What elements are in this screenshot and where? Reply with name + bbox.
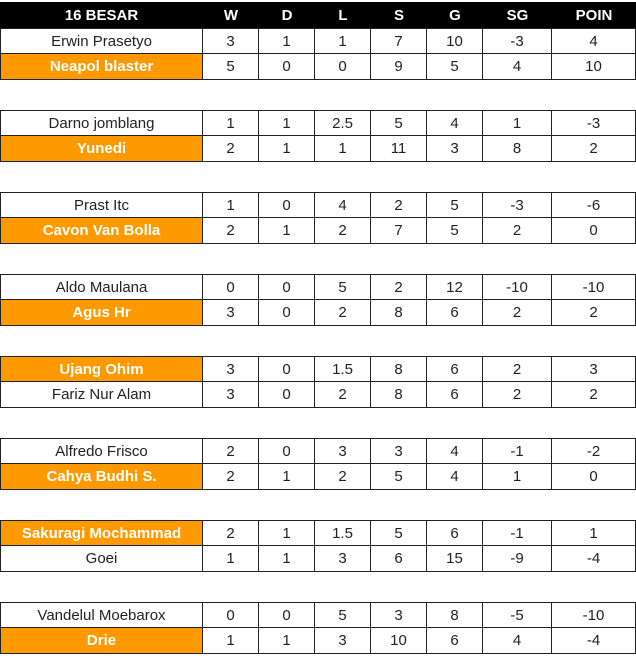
cell-name[interactable]: Agus Hr [0, 300, 203, 326]
cell-d[interactable]: 1 [259, 520, 315, 546]
cell-l[interactable]: 5 [315, 274, 371, 300]
header-cell-group[interactable]: 16 BESAR [64, 6, 139, 24]
cell-l[interactable]: 2 [315, 218, 371, 244]
cell-g[interactable]: 6 [427, 300, 483, 326]
cell-g[interactable]: 3 [427, 136, 483, 162]
cell-s[interactable]: 8 [371, 300, 427, 326]
cell-w[interactable]: 1 [203, 628, 259, 654]
cell-d[interactable]: 1 [259, 546, 315, 572]
cell-w[interactable]: 3 [203, 300, 259, 326]
cell-l[interactable]: 1 [315, 136, 371, 162]
cell-w[interactable]: 3 [203, 28, 259, 54]
cell-g[interactable]: 10 [427, 28, 483, 54]
cell-name[interactable]: Alfredo Frisco [0, 438, 203, 464]
cell-s[interactable]: 5 [371, 520, 427, 546]
cell-name[interactable]: Sakuragi Mochammad [0, 520, 203, 546]
cell-d[interactable]: 0 [259, 356, 315, 382]
cell-w[interactable]: 1 [203, 192, 259, 218]
header-cell-w[interactable]: W [223, 6, 239, 24]
cell-l[interactable]: 2 [315, 464, 371, 490]
cell-poin[interactable]: 4 [552, 28, 636, 54]
cell-sg[interactable]: -3 [483, 28, 552, 54]
cell-d[interactable]: 0 [259, 54, 315, 80]
cell-d[interactable]: 1 [259, 218, 315, 244]
cell-l[interactable]: 3 [315, 546, 371, 572]
header-cell-l[interactable]: L [338, 6, 348, 24]
table-row [0, 438, 636, 464]
header-cell-sg[interactable]: SG [506, 6, 529, 24]
cell-name[interactable]: Neapol blaster [0, 54, 203, 80]
cell-poin[interactable]: 3 [552, 356, 636, 382]
cell-sg[interactable]: 2 [483, 218, 552, 244]
cell-name[interactable]: Fariz Nur Alam [0, 382, 203, 408]
cell-poin[interactable]: 1 [552, 520, 636, 546]
cell-sg[interactable]: -5 [483, 602, 552, 628]
cell-g[interactable]: 6 [427, 382, 483, 408]
cell-sg[interactable]: 1 [483, 464, 552, 490]
cell-w[interactable]: 2 [203, 464, 259, 490]
cell-s[interactable]: 5 [371, 464, 427, 490]
cell-d[interactable]: 0 [259, 192, 315, 218]
cell-d[interactable]: 1 [259, 628, 315, 654]
cell-poin[interactable]: 2 [552, 382, 636, 408]
cell-sg[interactable]: -3 [483, 192, 552, 218]
cell-name[interactable]: Vandelul Moebarox [0, 602, 203, 628]
cell-poin[interactable]: 10 [552, 54, 636, 80]
cell-s[interactable]: 3 [371, 602, 427, 628]
cell-l[interactable]: 5 [315, 602, 371, 628]
cell-w[interactable]: 1 [203, 546, 259, 572]
cell-d[interactable]: 1 [259, 464, 315, 490]
cell-poin[interactable]: 2 [552, 136, 636, 162]
table-row [0, 628, 636, 654]
table-row [0, 274, 636, 300]
cell-w[interactable]: 3 [203, 356, 259, 382]
cell-sg[interactable]: 2 [483, 382, 552, 408]
cell-l[interactable]: 1 [315, 28, 371, 54]
cell-w[interactable]: 5 [203, 54, 259, 80]
table-row [0, 110, 636, 136]
cell-d[interactable]: 0 [259, 438, 315, 464]
cell-name[interactable]: Prast Itc [0, 192, 203, 218]
table-row [0, 54, 636, 80]
header-cell-poin[interactable]: POIN [575, 6, 613, 24]
cell-g[interactable]: 5 [427, 54, 483, 80]
cell-d[interactable]: 1 [259, 28, 315, 54]
cell-l[interactable]: 1.5 [315, 520, 371, 546]
cell-sg[interactable]: 1 [483, 110, 552, 136]
cell-name[interactable]: Yunedi [0, 136, 203, 162]
table-row [0, 546, 636, 572]
cell-l[interactable]: 2 [315, 382, 371, 408]
cell-poin[interactable]: 2 [552, 300, 636, 326]
cell-w[interactable]: 2 [203, 438, 259, 464]
header-cell-g[interactable]: G [449, 6, 461, 24]
cell-l[interactable]: 2 [315, 300, 371, 326]
cell-name[interactable]: Ujang Ohim [0, 356, 203, 382]
cell-name[interactable]: Aldo Maulana [0, 274, 203, 300]
cell-l[interactable]: 2.5 [315, 110, 371, 136]
cell-w[interactable]: 2 [203, 218, 259, 244]
header-cell-s[interactable]: S [393, 6, 404, 24]
cell-s[interactable]: 3 [371, 438, 427, 464]
cell-poin[interactable]: 0 [552, 218, 636, 244]
cell-sg[interactable]: -1 [483, 520, 552, 546]
cell-poin[interactable]: -2 [552, 438, 636, 464]
cell-sg[interactable]: -1 [483, 438, 552, 464]
cell-w[interactable]: 1 [203, 110, 259, 136]
cell-s[interactable]: 9 [371, 54, 427, 80]
cell-sg[interactable]: -9 [483, 546, 552, 572]
cell-d[interactable]: 0 [259, 382, 315, 408]
cell-name[interactable]: Drie [0, 628, 203, 654]
cell-name[interactable]: Goei [0, 546, 203, 572]
cell-poin[interactable]: 0 [552, 464, 636, 490]
cell-sg[interactable]: 8 [483, 136, 552, 162]
table-row [0, 602, 636, 628]
cell-w[interactable]: 3 [203, 382, 259, 408]
table-row [0, 28, 636, 54]
cell-sg[interactable]: 4 [483, 54, 552, 80]
cell-poin[interactable]: -4 [552, 546, 636, 572]
cell-s[interactable]: 2 [371, 192, 427, 218]
cell-sg[interactable]: 2 [483, 356, 552, 382]
cell-g[interactable]: 5 [427, 218, 483, 244]
cell-g[interactable]: 8 [427, 602, 483, 628]
cell-d[interactable]: 0 [259, 300, 315, 326]
cell-w[interactable]: 2 [203, 520, 259, 546]
cell-sg[interactable]: -10 [483, 274, 552, 300]
cell-w[interactable]: 2 [203, 136, 259, 162]
table-row [0, 218, 636, 244]
cell-d[interactable]: 1 [259, 110, 315, 136]
table-row [0, 520, 636, 546]
table-row [0, 300, 636, 326]
cell-s[interactable]: 6 [371, 546, 427, 572]
cell-poin[interactable]: -3 [552, 110, 636, 136]
cell-g[interactable]: 4 [427, 464, 483, 490]
cell-name[interactable]: Cahya Budhi S. [0, 464, 203, 490]
cell-l[interactable]: 4 [315, 192, 371, 218]
cell-s[interactable]: 7 [371, 28, 427, 54]
cell-name[interactable]: Cavon Van Bolla [0, 218, 203, 244]
cell-s[interactable]: 8 [371, 356, 427, 382]
table-row [0, 136, 636, 162]
header-cell-d[interactable]: D [281, 6, 293, 24]
cell-s[interactable]: 7 [371, 218, 427, 244]
cell-sg[interactable]: 4 [483, 628, 552, 654]
header-row [0, 2, 636, 28]
cell-poin[interactable]: -10 [552, 602, 636, 628]
cell-s[interactable]: 10 [371, 628, 427, 654]
cell-g[interactable]: 4 [427, 438, 483, 464]
cell-l[interactable]: 1.5 [315, 356, 371, 382]
cell-s[interactable]: 5 [371, 110, 427, 136]
table-row [0, 356, 636, 382]
cell-s[interactable]: 8 [371, 382, 427, 408]
cell-sg[interactable]: 2 [483, 300, 552, 326]
table-row [0, 192, 636, 218]
table-row [0, 464, 636, 490]
table-row [0, 382, 636, 408]
cell-d[interactable]: 0 [259, 274, 315, 300]
cell-name[interactable]: Erwin Prasetyo [0, 28, 203, 54]
cell-poin[interactable]: -10 [552, 274, 636, 300]
cell-d[interactable]: 0 [259, 602, 315, 628]
cell-l[interactable]: 0 [315, 54, 371, 80]
cell-g[interactable]: 5 [427, 192, 483, 218]
cell-g[interactable]: 6 [427, 520, 483, 546]
cell-g[interactable]: 6 [427, 628, 483, 654]
cell-g[interactable]: 6 [427, 356, 483, 382]
cell-w[interactable]: 0 [203, 274, 259, 300]
cell-g[interactable]: 12 [427, 274, 483, 300]
cell-name[interactable]: Darno jomblang [0, 110, 203, 136]
cell-l[interactable]: 3 [315, 438, 371, 464]
cell-g[interactable]: 4 [427, 110, 483, 136]
cell-g[interactable]: 15 [427, 546, 483, 572]
cell-poin[interactable]: -6 [552, 192, 636, 218]
cell-s[interactable]: 11 [371, 136, 427, 162]
cell-d[interactable]: 1 [259, 136, 315, 162]
cell-s[interactable]: 2 [371, 274, 427, 300]
cell-poin[interactable]: -4 [552, 628, 636, 654]
cell-l[interactable]: 3 [315, 628, 371, 654]
cell-w[interactable]: 0 [203, 602, 259, 628]
